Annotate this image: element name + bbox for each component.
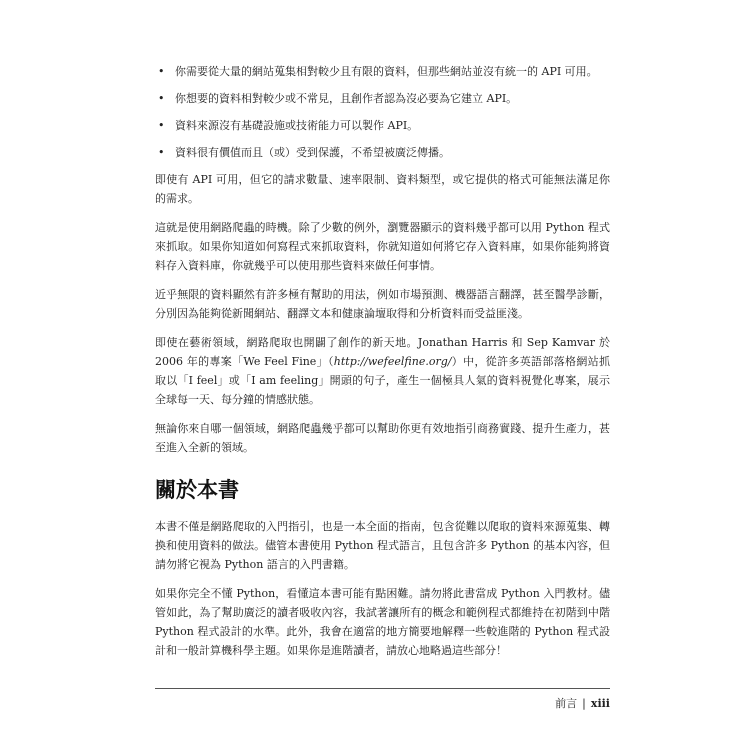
list-item [155,62,610,81]
page-footer [155,688,610,711]
page-body [155,62,610,670]
paragraph-api-limits: 即使有 API 可用，但它的請求數量、速率限制、資料類型，或它提供的格式可能無法滿足你的需求。 [155,173,610,205]
paragraph-closing: 無論你來自哪一個領域，網路爬蟲幾乎都可以幫助你更有效地指引商務實踐、提升生產力，甚至進入全新的領域。 [155,422,610,454]
page-number: xiii [590,697,610,710]
bullet-text: 資料很有價值而且（或）受到保護，不希望被廣泛傳播。 [175,146,450,159]
paragraph-about-book: 本書不僅是網路爬取的入門指引，也是一本全面的指南，包含從難以爬取的資料來源蒐集、轉換和使用資料的做法。儘管本書使用 Python 程式語言，且包含許多 Python 的基本內容，但請勿將它視為 Python 語言的入門書籍。 [155,520,610,571]
bullet-icon: • [158,146,165,159]
section-heading: 關於本書 [155,478,239,502]
footer-separator: | [582,697,586,710]
list-item [155,143,610,162]
footer-chapter: 前言 [555,697,578,710]
bullet-text: 你需要從大量的網站蒐集相對較少且有限的資料，但那些網站並沒有統一的 API 可用。 [175,65,598,78]
bullet-text: 資料來源沒有基礎設施或技術能力可以製作 API。 [175,119,419,132]
bullet-icon: • [158,92,165,105]
art-text-before: 即使在藝術領域，網路爬取也開闢了創作的新天地。Jonathan Harris 和 Sep Kamvar 於 2006 年的專案「We Feel Fine」（ [155,336,610,368]
we-feel-fine-link[interactable]: http://wefeelfine.org/ [333,355,452,368]
list-item [155,89,610,108]
art-text-after: ）中，從許多英語部落格網站抓取以「I feel」或「I am feeling」開頭的句子，產生一個極具人氣的資料視覺化專案，展示全球每一天、每分鐘的情感狀態。 [155,355,611,406]
list-item [155,116,610,135]
bullet-list [155,62,610,162]
paragraph-data-uses: 近乎無限的資料顯然有許多極有幫助的用法，例如市場預測、機器語言翻譯，甚至醫學診斷，分別因為能夠從新聞網站、翻譯文本和健康論壇取得和分析資料而受益匪淺。 [155,288,610,320]
paragraph-python-level: 如果你完全不懂 Python，看懂這本書可能有點困難。請勿將此書當成 Python 入門教材。儘管如此，為了幫助廣泛的讀者吸收內容，我試著讓所有的概念和範例程式都維持在初階到中階 Python 程式設計的水準。此外，我會在適當的地方簡要地解釋一些較進階的 Python 程式設計和一般計算機科學主題。如果你是進階讀者，請放心地略過這些部分！ [155,587,610,657]
bullet-icon: • [158,119,165,132]
bullet-text: 你想要的資料相對較少或不常見，且創作者認為沒必要為它建立 API。 [175,92,518,105]
paragraph-art [155,333,610,409]
paragraph-scraping-time: 這就是使用網路爬蟲的時機。除了少數的例外，瀏覽器顯示的資料幾乎都可以用 Python 程式來抓取。如果你知道如何寫程式來抓取資料，你就知道如何將它存入資料庫，如果你能夠將資料存入資料庫，你就幾乎可以使用那些資料來做任何事情。 [155,221,610,272]
bullet-icon: • [158,65,165,78]
